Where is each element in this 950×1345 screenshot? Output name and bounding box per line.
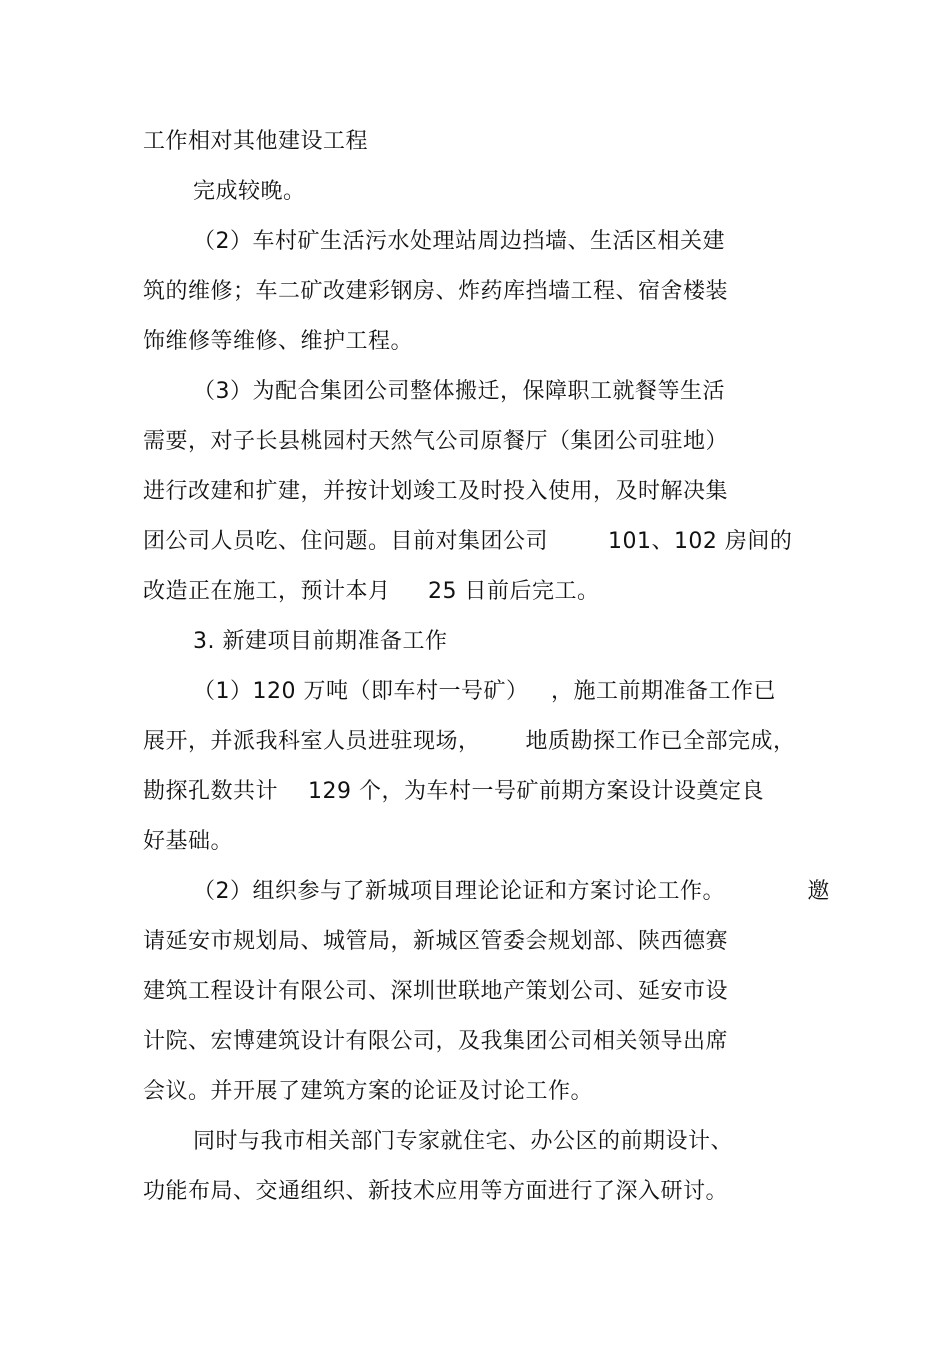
text-line: 完成较晚。 — [193, 179, 306, 204]
text-line: 功能布局、交通组织、新技术应用等方面进行了深入研讨。 — [143, 1179, 729, 1204]
text-line: 团公司人员吃、住问题。目前对集团公司 101、102 房间的 — [143, 529, 793, 554]
text-line: （3）为配合集团公司整体搬迁，保障职工就餐等生活 — [193, 379, 725, 404]
text-line: 勘探孔数共计 129 个，为车村一号矿前期方案设计设奠定良 — [143, 779, 764, 804]
text-line: 饰维修等维修、维护工程。 — [143, 329, 414, 354]
text-line: 进行改建和扩建，并按计划竣工及时投入使用，及时解决集 — [143, 479, 729, 504]
text-line: 需要，对子长县桃园村天然气公司原餐厅（集团公司驻地） — [143, 429, 729, 454]
text-line: （2）组织参与了新城项目理论论证和方案讨论工作。 邀 — [193, 879, 830, 904]
text-line: 建筑工程设计有限公司、深圳世联地产策划公司、延安市设 — [143, 979, 729, 1004]
section-heading: 3. 新建项目前期准备工作 — [193, 629, 448, 654]
text-line: （1）120 万吨（即车村一号矿） ，施工前期准备工作已 — [193, 679, 776, 704]
text-line: （2）车村矿生活污水处理站周边挡墙、生活区相关建 — [193, 229, 725, 254]
text-line: 同时与我市相关部门专家就住宅、办公区的前期设计、 — [193, 1129, 734, 1154]
text-line: 展开，并派我科室人员进驻现场， 地质勘探工作已全部完成， — [143, 729, 796, 754]
text-line: 计院、宏博建筑设计有限公司，及我集团公司相关领导出席 — [143, 1029, 729, 1054]
text-line: 会议。并开展了建筑方案的论证及讨论工作。 — [143, 1079, 594, 1104]
text-line: 筑的维修；车二矿改建彩钢房、炸药库挡墙工程、宿舍楼装 — [143, 279, 729, 304]
text-line: 请延安市规划局、城管局，新城区管委会规划部、陕西德赛 — [143, 929, 729, 954]
text-line: 工作相对其他建设工程 — [143, 129, 369, 154]
text-line: 好基础。 — [143, 829, 234, 854]
text-line: 改造正在施工，预计本月 25 日前后完工。 — [143, 579, 600, 604]
